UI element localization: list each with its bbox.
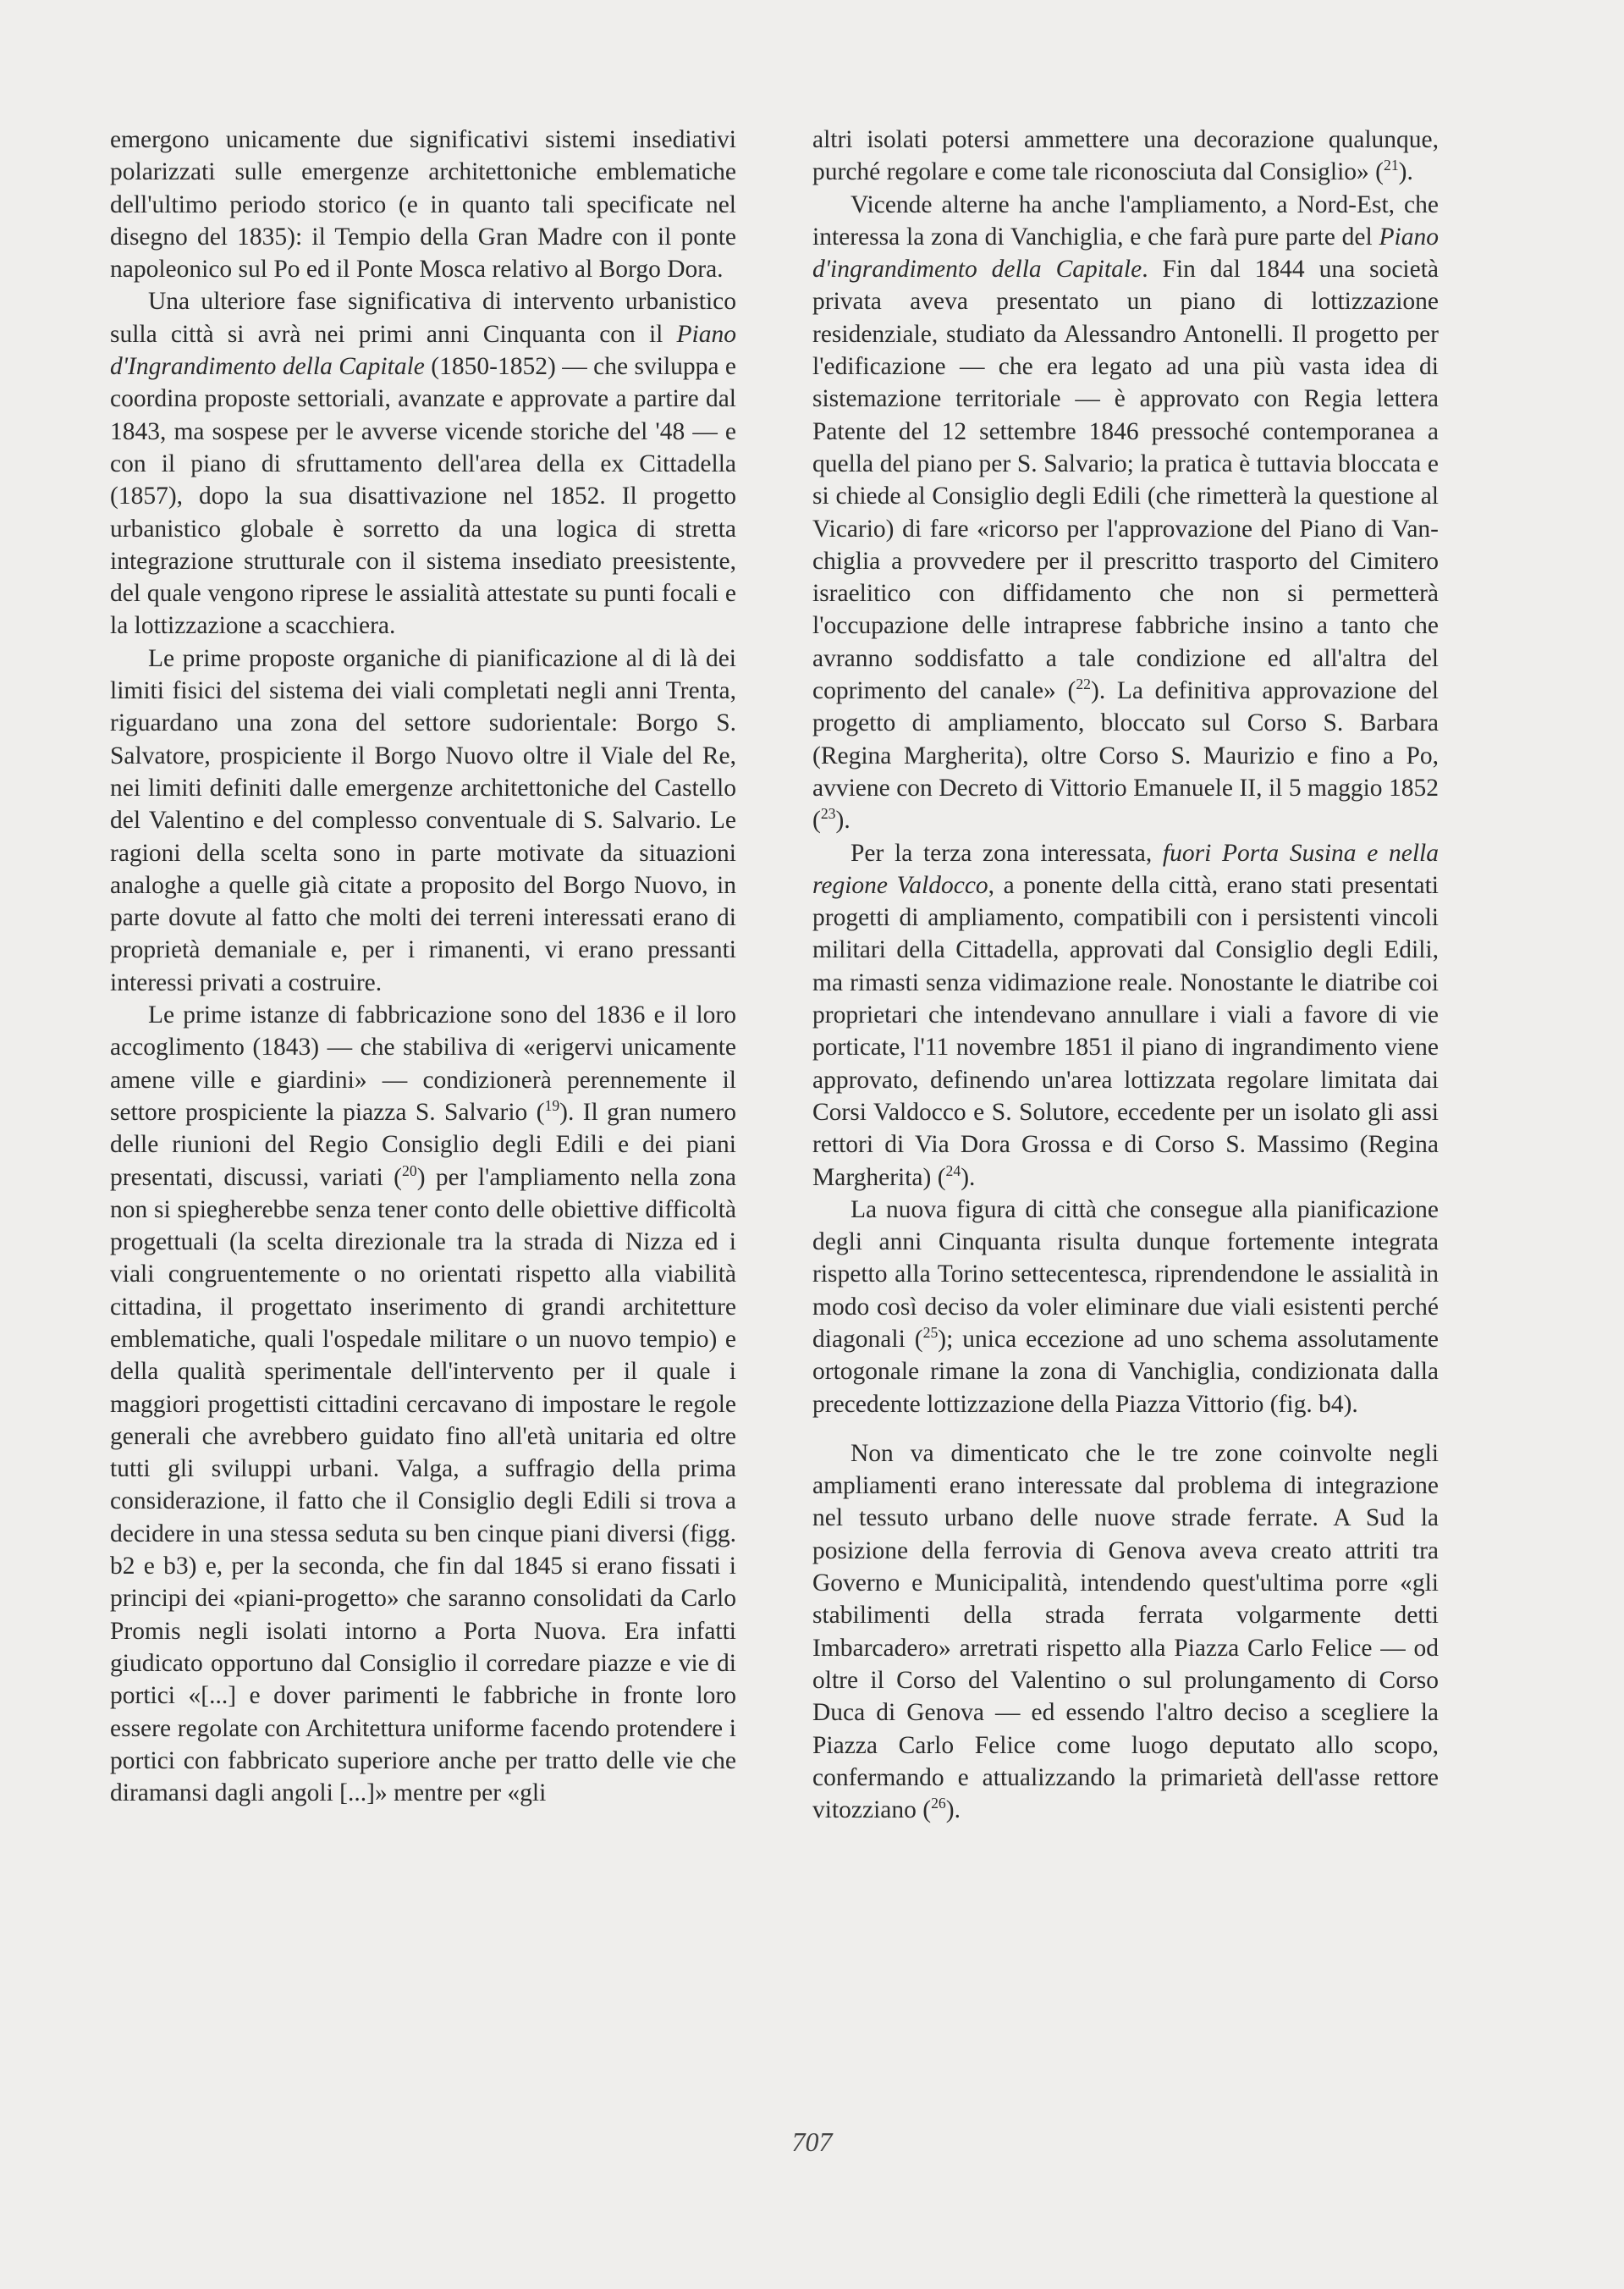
footnote-ref: 21	[1383, 157, 1399, 174]
italic-title: Piano d'Ingrandimento della Capitale	[110, 320, 736, 381]
footnote-ref: 24	[945, 1161, 961, 1179]
paragraph: Una ulteriore fase significativa di intervento urbanistico sulla città si avrà nei primi anni Cinquanta con il Piano d'Ingrandimento della Capitale (1850-1852) — che sviluppa e coordina proposte settoriali, avanzate e approvate a partire dal 1843, ma sospese per le avverse vicende storiche del '48 — e con il piano di sfruttamento dell'area della ex Cittadella (1857), dopo la sua disattivazione nel 1852. Il progetto urbanistico globale è sorretto da una logica di stretta integrazione strutturale con il sistema insediato preesistente, del quale vengono riprese le assialità attestate su punti focali e la lottizzazione a scacchiera.	[110, 288, 737, 640]
left-column	[110, 124, 736, 1809]
paragraph: Vicende alterne ha anche l'ampliamento, a Nord-Est, che interessa la zona di Vanchiglia, e che farà pure parte del Piano d'ingrandimento della Capitale. Fin dal 1844 una società privata aveva presentato un piano di lottizzazione residenziale, studiato da Alessandro Antonelli. Il progetto per l'edificazione — che era legato ad una più vasta idea di sistemazione territoriale — è approvato con Regia lettera Patente del 12 settembre 1846 pressoché contemporanea a quella del piano per S. Salvario; la pratica è tuttavia bloccata e si chiede al Consiglio degli Edili (che rimetterà la questione al Vicario) di fare «ricorso per l'approvazione del Piano di Vanchiglia a provvedere per il prescritto trasporto del Cimitero israelitico con diffidamento che non si permetterà l'occupazione delle intraprese fabbriche insino a tanto che avranno soddisfatto a tale condizione ed all'altra del coprimento del canale» ($^{22}$). La definitiva approvazione del progetto di ampliamento, bloccato sul Corso S. Barbara (Regina Margherita), oltre Corso S. Maurizio e fino a Po, avviene con Decreto di Vittorio Emanuele II, il 5 maggio 1852 ($^{23}$).	[812, 190, 1439, 835]
footnote-ref: 22	[1076, 676, 1091, 693]
footnote-ref: 25	[922, 1324, 939, 1342]
paragraph: Per la terza zona interessata, fuori Porta Susina e nella regione Valdocco, a ponente della città, erano stati presentati progetti di ampliamento, compatibili con i persistenti vincoli militari della Cittadella, approvati dal Consiglio degli Edili, ma rimasti senza vidimazione reale. Nonostante le diatribe coi proprietari che intendevano annullare i viali a favore di vie porticate, l'11 novembre 1851 il piano di ingrandimento viene approvato, definendo un'area lottizzata regolare limitata dai Corsi Valdocco e S. Solutore, eccedente per un isolato gli assi rettori di Via Dora Grossa e di Corso S. Massimo (Regina Margherita) ($^{24}$).	[812, 839, 1439, 1191]
footnote-ref: 23	[820, 805, 836, 823]
paragraph: Non va dimenticato che le tre zone coinvolte negli ampliamenti erano interessate dal problema di integrazione nel tessuto urbano delle nuove strade ferrate. A Sud la posizione della ferrovia di Genova aveva creato attriti tra Governo e Municipalità, intendendo quest'ultima porre «gli stabilimenti della strada ferrata volgarmente detti Imbarcadero» arretrati rispetto alla Piazza Carlo Felice — od oltre il Corso del Valentino o sul prolungamento di Corso Duca di Genova — ed essendo l'altro deciso a scegliere la Piazza Carlo Felice come luogo deputato allo scopo, confermando e attualizzando la primarietà dell'asse rettore vitozziano ($^{26}$).	[812, 1439, 1439, 1824]
page-number: 707	[791, 2126, 833, 2157]
footnote-ref: 26	[931, 1795, 946, 1812]
right-column	[812, 124, 1439, 1826]
paragraph: Le prime istanze di fabbricazione sono del 1836 e il loro accoglimento (1843) — che stabiliva di «erigervi unicamente amene ville e giardini» — condizionerà perennemente il settore prospiciente la piazza S. Salvario ($^{19}$). Il gran numero delle riunioni del Regio Consiglio degli Edili e dei piani presentati, discussi, variati ($^{20}$) per l'ampliamento nella zona non si spiegherebbe senza tener conto delle obiettive difficoltà progettuali (la scelta direzionale tra la strada di Nizza ed i viali congruentemente o no orientati rispetto alla viabilità cittadina, il progettato inserimento di grandi architetture emblematiche, quali l'ospedale militare o un nuovo tempio) e della qualità sperimentale dell'intervento per il quale i maggiori progettisti cittadini cercavano di impostare le regole generali che avrebbero guidato fino all'età unitaria ed oltre tutti gli sviluppi urbani. Valga, a suffragio della prima considerazione, il fatto che il Consiglio degli Edili si trova a decidere in una stessa seduta su ben cinque piani diversi (figg. b2 e b3) e, per la seconda, che fin dal 1845 si erano fissati i principi dei «piani-progetto» che saranno consolidati da Carlo Promis negli isolati intorno a Porta Nuova. Era infatti giudicato opportuno dal Consiglio il corredare piazze e vie di portici «[...] e dover parimenti le fabbriche in fronte loro essere regolate con Architettura uniforme facendo protendere i portici con fabbricato superiore anche per tratto delle vie che diramansi dagli angoli [...]» mentre per «gli	[110, 1001, 737, 1807]
italic-title: Piano d'ingrandimento della Capitale	[812, 223, 1439, 284]
paragraph: emergono unicamente due significativi sistemi insediativi polarizzati sulle emergenze architettoniche emblematiche dell'ultimo periodo storico (e in quanto tali specificate nel disegno del 1835): il Tempio della Gran Madre con il ponte napoleonico sul Po ed il Ponte Mosca relativo al Borgo Dora.	[110, 126, 736, 284]
footnote-ref: 19	[544, 1097, 560, 1115]
paragraph: Le prime proposte organiche di pianificazione al di là dei limiti fisici del sistema dei viali completati negli anni Trenta, riguardano una zona del settore sudorientale: Borgo S. Salvatore, prospiciente il Borgo Nuovo oltre il Viale del Re, nei limiti definiti dalle emergenze architettoniche del Castello del Valentino e del complesso conventuale di S. Salvario. Le ragioni della scelta sono in parte motivate da situazioni analoghe a quelle già citate a proposito del Borgo Nuovo, in parte dovute al fatto che molti dei terreni interessati erano di proprietà demaniale e, per i rimanenti, vi erano pressanti interessi privati a costruire.	[110, 644, 736, 996]
paragraph: altri isolati potersi ammettere una decorazione qualunque, purché regolare e come tale riconosciuta dal Consiglio» ($^{21}$).	[812, 126, 1439, 186]
footnote-ref: 20	[402, 1161, 417, 1179]
italic-place: fuori Porta Susina e nella regione Valdocco	[812, 839, 1439, 899]
paragraph: La nuova figura di città che consegue alla pianificazione degli anni Cinquanta risulta dunque fortemente integrata rispetto alla Torino settecentesca, riprendendone le assialità in modo così deciso da voler eliminare due viali esistenti perché diagonali ($^{25}$); unica eccezione ad uno schema assolutamente ortogonale rimane la zona di Vanchiglia, condizionata dalla precedente lottizzazione della Piazza Vittorio (fig. b4).	[812, 1195, 1439, 1418]
